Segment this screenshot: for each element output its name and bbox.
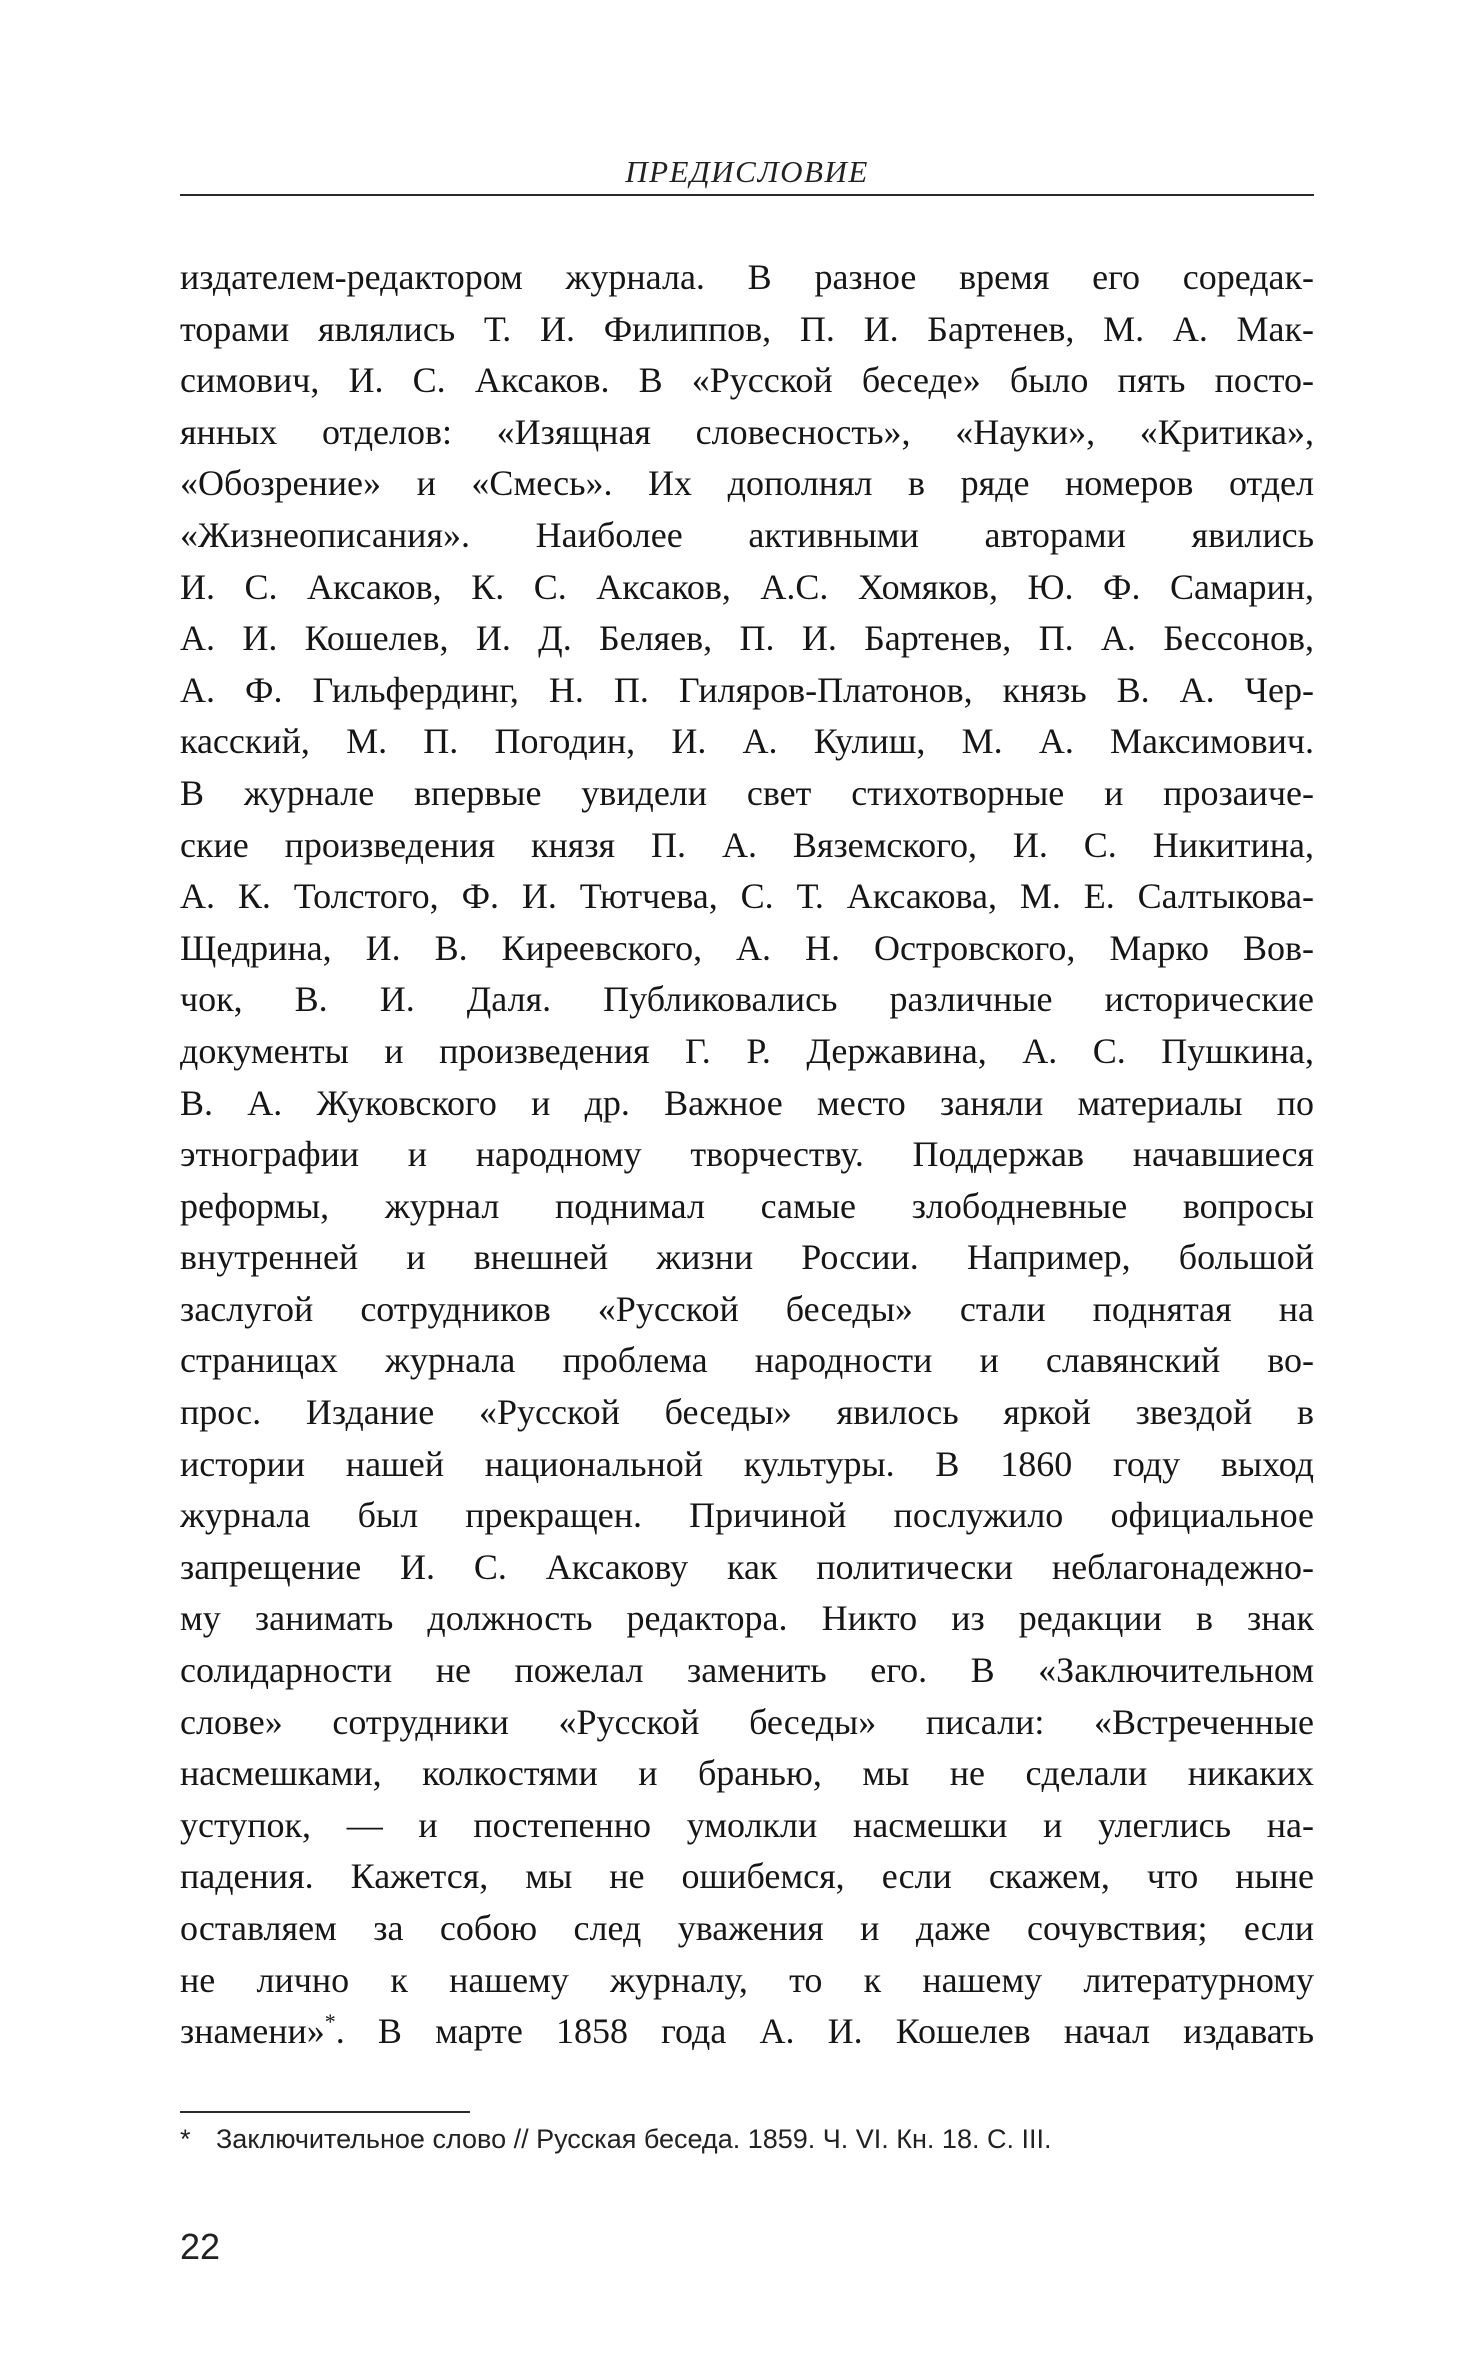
- text-line: ские произведения князя П. А. Вяземского, И. С. Никитина,: [180, 824, 1314, 865]
- body-text: [180, 252, 1314, 2058]
- text-line: касский, М. П. Погодин, И. А. Кулиш, М. А. Максимович.: [180, 721, 1314, 762]
- text-line: Щедрина, И. В. Киреевского, А. Н. Островского, Марко Вов-: [180, 927, 1314, 968]
- text-line: заслугой сотрудников «Русской беседы» стали поднятая на: [180, 1288, 1314, 1329]
- running-header: [180, 154, 1314, 198]
- text-after-footnote: . В марте 1858 года А. И. Кошелев начал издавать: [335, 2011, 1314, 2052]
- text-line: реформы, журнал поднимал самые злободневные вопросы: [180, 1185, 1314, 1226]
- text-line: оставляем за собою след уважения и даже сочувствия; если: [180, 1908, 1314, 1948]
- text-line: уступок, — и постепенно умолкли насмешки и улеглись на-: [180, 1804, 1314, 1845]
- text-line: документы и произведения Г. Р. Державина, А. С. Пушкина,: [180, 1030, 1314, 1071]
- text-line: солидарности не пожелал заменить его. В «Заключительном: [180, 1650, 1314, 1691]
- text-line: А. К. Толстого, Ф. И. Тютчева, С. Т. Аксакова, М. Е. Салтыкова-: [180, 876, 1314, 917]
- text-line: чок, В. И. Даля. Публиковались различные исторические: [180, 979, 1314, 1020]
- text-before-footnote: знамени»: [180, 2011, 325, 2052]
- text-line: этнографии и народному творчеству. Поддержав начавшиеся: [180, 1134, 1314, 1175]
- text-line: В. А. Жуковского и др. Важное место заняли материалы по: [180, 1082, 1314, 1123]
- text-line: не лично к нашему журналу, то к нашему литературному: [180, 1959, 1314, 2000]
- text-line: симович, И. С. Аксаков. В «Русской беседе» было пять посто-: [180, 360, 1314, 401]
- text-line: янных отделов: «Изящная словесность», «Науки», «Критика»,: [180, 411, 1314, 452]
- footnote: [180, 2124, 1314, 2155]
- page-number: 22: [180, 2226, 221, 2267]
- text-line: страницах журнала проблема народности и славянский во-: [180, 1340, 1314, 1381]
- text-line: запрещение И. С. Аксакову как политически неблагонадежно-: [180, 1546, 1314, 1587]
- text-line: слове» сотрудники «Русской беседы» писали: «Встреченные: [180, 1701, 1314, 1742]
- text-line: А. Ф. Гильфердинг, Н. П. Гиляров-Платонов, князь В. А. Чер-: [180, 669, 1314, 710]
- header-rule: [180, 194, 1314, 196]
- text-line: журнала был прекращен. Причиной послужило официальное: [180, 1495, 1314, 1536]
- text-line: истории нашей национальной культуры. В 1860 году выход: [180, 1443, 1314, 1484]
- footnote-reference[interactable]: *: [324, 2009, 336, 2035]
- footnote-text: Заключительное слово // Русская беседа. 1859. Ч. VI. Кн. 18. С. III.: [216, 2124, 1052, 2154]
- text-line: И. С. Аксаков, К. С. Аксаков, А.С. Хомяков, Ю. Ф. Самарин,: [180, 566, 1314, 607]
- text-line-last: [180, 2006, 1314, 2058]
- text-line: В журнале впервые увидели свет стихотворные и прозаиче-: [180, 772, 1314, 813]
- running-title: ПРЕДИСЛОВИЕ: [625, 154, 869, 189]
- text-line: внутренней и внешней жизни России. Например, большой: [180, 1237, 1314, 1278]
- text-line: му занимать должность редактора. Никто из редакции в знак: [180, 1598, 1314, 1639]
- text-line: издателем-редактором журнала. В разное время его соредак-: [180, 257, 1314, 297]
- text-line: А. И. Кошелев, И. Д. Беляев, П. И. Бартенев, П. А. Бессонов,: [180, 618, 1314, 659]
- footnote-rule: [180, 2111, 470, 2113]
- text-line: насмешками, колкостями и бранью, мы не сделали никаких: [180, 1753, 1314, 1794]
- text-line: прос. Издание «Русской беседы» явилось яркой звездой в: [180, 1392, 1314, 1433]
- text-line: торами являлись Т. И. Филиппов, П. И. Бартенев, М. А. Мак-: [180, 308, 1314, 349]
- text-line: «Жизнеописания». Наиболее активными авторами явились: [180, 514, 1314, 555]
- text-line: падения. Кажется, мы не ошибемся, если скажем, что ныне: [180, 1856, 1314, 1897]
- text-line: «Обозрение» и «Смесь». Их дополнял в ряде номеров отдел: [180, 463, 1314, 504]
- footnote-mark: *: [180, 2124, 191, 2154]
